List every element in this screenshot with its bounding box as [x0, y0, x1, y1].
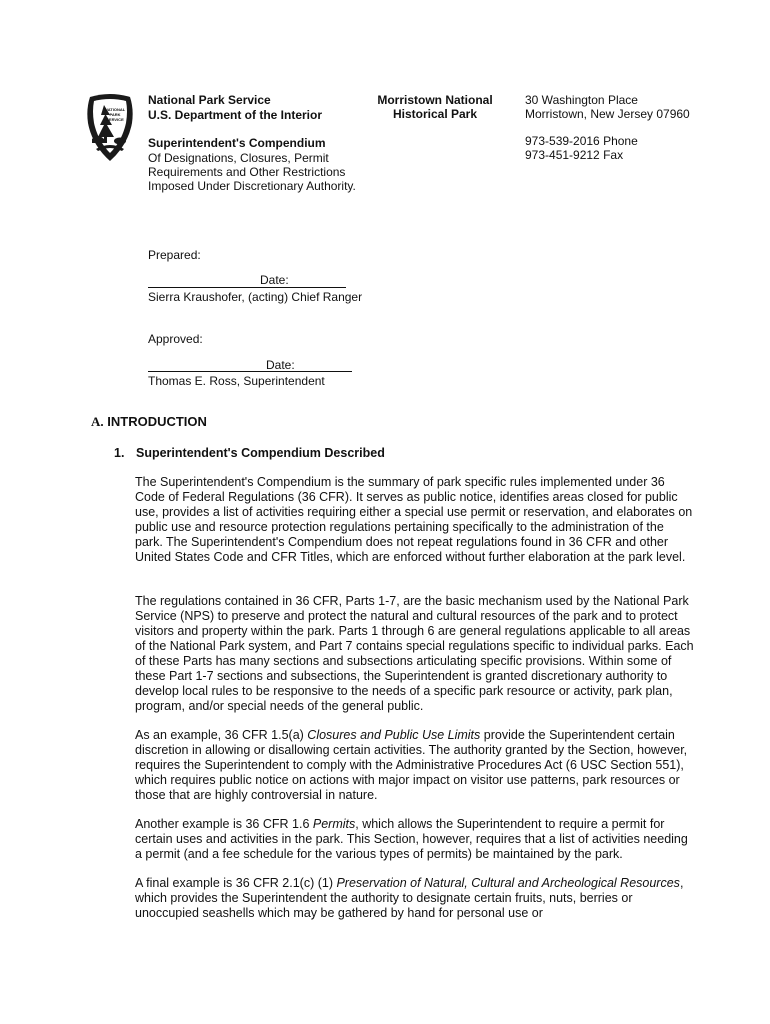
- approved-name: Thomas E. Ross, Superintendent: [148, 374, 325, 388]
- paragraph-1-text: The Superintendent's Compendium is the summary of park specific rules implemented under 36 Code of Federal Regulations (36 CFR). It serves as public notice, identifies areas closed for public use, provides a list of activities requiring either a special use permit or reservation, and elaborates on public use and resource protection regulations pertaining specifically to the administration of the park. The Superintendent's Compendium does not repeat regulations found in 36 CFR and other United States Code and CFR Titles, which are enforced without further elaboration at the park level.: [135, 475, 693, 564]
- paragraph-4-text-a: Another example is 36 CFR 1.6: [135, 817, 313, 831]
- section-letter: A.: [91, 414, 104, 429]
- compendium-line-2: Requirements and Other Restrictions: [148, 165, 346, 179]
- compendium-title: Superintendent's Compendium: [148, 136, 326, 150]
- paragraph-5-italic: Preservation of Natural, Cultural and Archeological Resources: [336, 876, 680, 890]
- paragraph-3-italic: Closures and Public Use Limits: [307, 728, 481, 742]
- paragraph-4-text-b: , which allows the Superintendent to require a permit for certain uses and activities in the park. This Section, however, requires that a list of activities needing a permit (and a fee schedule for the various types of permits) be maintained by the park.: [135, 817, 688, 861]
- park-name-line-1: Morristown National: [377, 93, 493, 107]
- paragraph-5-text-a: A final example is 36 CFR 2.1(c) (1): [135, 876, 337, 890]
- prepared-signature-line: [148, 273, 346, 288]
- logo-text: NATIONAL PARK SERVICE: [104, 107, 126, 122]
- subsection-heading: [114, 446, 385, 460]
- paragraph-4-italic: Permits: [312, 817, 356, 831]
- nps-arrowhead-icon: [84, 93, 136, 163]
- paragraph-5: [135, 876, 695, 921]
- prepared-label: Prepared:: [148, 248, 201, 262]
- section-heading: [91, 414, 207, 430]
- approved-date-label: Date:: [266, 358, 295, 372]
- paragraph-3: [135, 728, 695, 803]
- department-name: U.S. Department of the Interior: [148, 108, 323, 122]
- paragraph-5-text-b: , which provides the Superintendent the authority to designate certain fruits, nuts, berries or unoccupied seashells which may be gathered by hand for personal use or: [135, 876, 684, 920]
- paragraph-3-text-a: As an example, 36 CFR 1.5(a): [135, 728, 308, 742]
- address-line-2: Morristown, New Jersey 07960: [525, 107, 690, 121]
- fax-number: 973-451-9212 Fax: [525, 148, 624, 162]
- prepared-date-label: Date:: [260, 273, 289, 287]
- phone-number: 973-539-2016 Phone: [525, 134, 638, 148]
- park-name-line-2: Historical Park: [392, 107, 478, 121]
- paragraph-2-text: The regulations contained in 36 CFR, Parts 1-7, are the basic mechanism used by the National Park Service (NPS) to preserve and protect the natural and cultural resources of the park and to protect visitors and property within the park. Parts 1 through 6 are general regulations applicable to all areas of the National Park system, and Part 7 contains special regulations specific to individual parks. Each of these Parts has many sections and subsections articulating specific provisions. Within some of these Part 1-7 sections and subsections, the Superintendent is granted discretionary authority to develop local rules to be responsive to the needs of a specific park resource or activity, park plan, program, and/or special needs of the general public.: [135, 594, 694, 713]
- paragraph-1: [135, 475, 695, 565]
- paragraph-3-text-b: provide the Superintendent certain discretion in allowing or disallowing certain activities. The authority granted by the Section, however, requires the Superintendent to comply with the Administrative Procedures Act (6 USC Section 551), which requires public notice on actions with major impact on visitor use patterns, park resources or those that are highly controversial in nature.: [135, 728, 688, 802]
- compendium-line-3: Imposed Under Discretionary Authority.: [148, 179, 356, 193]
- agency-name: National Park Service: [148, 93, 271, 107]
- section-title: INTRODUCTION: [107, 414, 207, 429]
- compendium-line-1: Of Designations, Closures, Permit: [148, 151, 329, 165]
- subsection-number: 1.: [114, 446, 125, 460]
- address-line-1: 30 Washington Place: [525, 93, 638, 107]
- subsection-title: Superintendent's Compendium Described: [136, 446, 385, 460]
- approved-signature-line: [148, 358, 352, 372]
- approved-label: Approved:: [148, 332, 203, 346]
- prepared-name: Sierra Kraushofer, (acting) Chief Ranger: [148, 290, 363, 304]
- paragraph-2: [135, 594, 695, 714]
- paragraph-4: [135, 817, 695, 862]
